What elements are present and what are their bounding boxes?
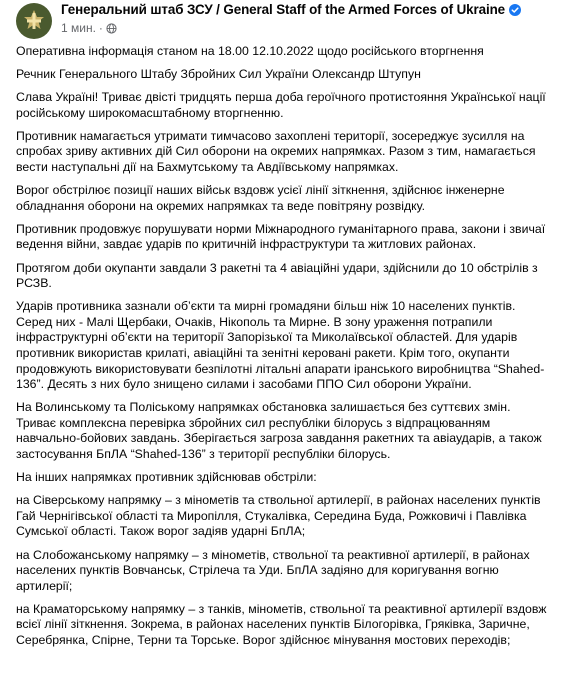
paragraph-4: Противник намагається утримати тимчасово захоплені території, зосереджує зусилля на спробах зриву активних дій Сил оборони на окремих напрямках. Разом з тим, намагається вести наступальні дії на Бахмутському та Авдіївському напрямках. — [16, 128, 536, 175]
paragraph-13: на Краматорському напрямку – з танків, мінометів, ствольної та реактивної артилерії вздовж всієї лінії зіткнення. Зокрема, в районах населених пунктів Білогорівка, Гряківка, Заричне, Серебрянка, Спірне, Терни та Торське. Ворог здійснює мінування мостових переходів; — [16, 601, 547, 647]
paragraph-5: Ворог обстрілює позиції наших військ вздовж усієї лінії зіткнення, здійснює інженерне обладнання оборони на окремих напрямках та веде повітряну розвідку. — [16, 183, 505, 213]
post-time[interactable]: 1 мин. — [61, 21, 96, 35]
paragraph-12: на Слобожанському напрямку – з мінометів, ствольної та реактивної артилерії, в районах населених пунктів Вовчанськ, Стрілеча та Уди. БпЛА задіяно для коригування вогню артилерії; — [16, 547, 530, 593]
post-meta — [61, 20, 521, 36]
paragraph-7: Протягом доби окупанти завдали 3 ракетні та 4 авіаційні удари, здійснили до 10 обстрілів з РСЗВ. — [16, 260, 538, 291]
author-line — [61, 2, 521, 18]
paragraph-6: Противник продовжує порушувати норми Міжнародного гуманітарного права, закони і звичаї ведення війни, завдає ударів по критичній інфраструктури та житлових районах. — [16, 221, 546, 252]
paragraph-11: на Сіверському напрямку – з мінометів та ствольної артилерії, в районах населених пунктів Гай Чернігівської області та Миропілля, Стукалівка, Середина Буда, Рожковичі і Павлівка Сумської області. Також ворог задіяв ударні БпЛА; — [16, 493, 541, 539]
paragraph-9: На Волинському та Поліському напрямках обстановка залишається без суттєвих змін. Триває комплексна перевірка збройних сил республіки білорусь з відпрацюванням навчально-бойових завдань. Зберігається загроза завдання ракетних та авіаударів, а також застосування БпЛА “Shahed-136” з території республіки білорусь. — [16, 400, 542, 462]
post-content — [16, 44, 551, 649]
paragraph-10: На інших напрямках противник здійснював обстріли: — [16, 470, 317, 485]
paragraph-2: Речник Генерального Штабу Збройних Сил України Олександр Штупун — [16, 67, 421, 82]
paragraph-1: Оперативна інформація станом на 18.00 12.10.2022 щодо російського вторгнення — [16, 44, 484, 58]
paragraph-8: Ударів противника зазнали об’єкти та мирні громадяни більш ніж 10 населених пунктів. Серед них - Малі Щербаки, Очаків, Нікополь та Мирне. В зону ураження потрапили інфраструктурні об’єкти на території Запорізької та Миколаївської областей. Для ударів противник використав крилаті, авіаційні та зенітні керовані ракети. Крім того, окупанти продовжують використовувати безпілотні літальні апарати іранського виробництва “Shahed-136”. Десять з них було знищено силами і засобами ППО Сил оборони України. — [16, 299, 545, 392]
verified-badge-icon — [509, 4, 521, 16]
globe-icon[interactable] — [106, 23, 117, 34]
avatar[interactable] — [16, 3, 52, 39]
meta-separator: · — [98, 21, 103, 35]
author-name[interactable]: Генеральний штаб ЗСУ / General Staff of the Armed Forces of Ukraine — [61, 2, 506, 17]
post-header — [16, 0, 551, 44]
emblem-icon — [21, 8, 47, 34]
header-text — [61, 2, 521, 36]
paragraph-3: Слава Україні! Триває двісті тридцять перша доба героїчного протистояння Української нації російському широкомасштабному вторгненню. — [16, 90, 546, 120]
